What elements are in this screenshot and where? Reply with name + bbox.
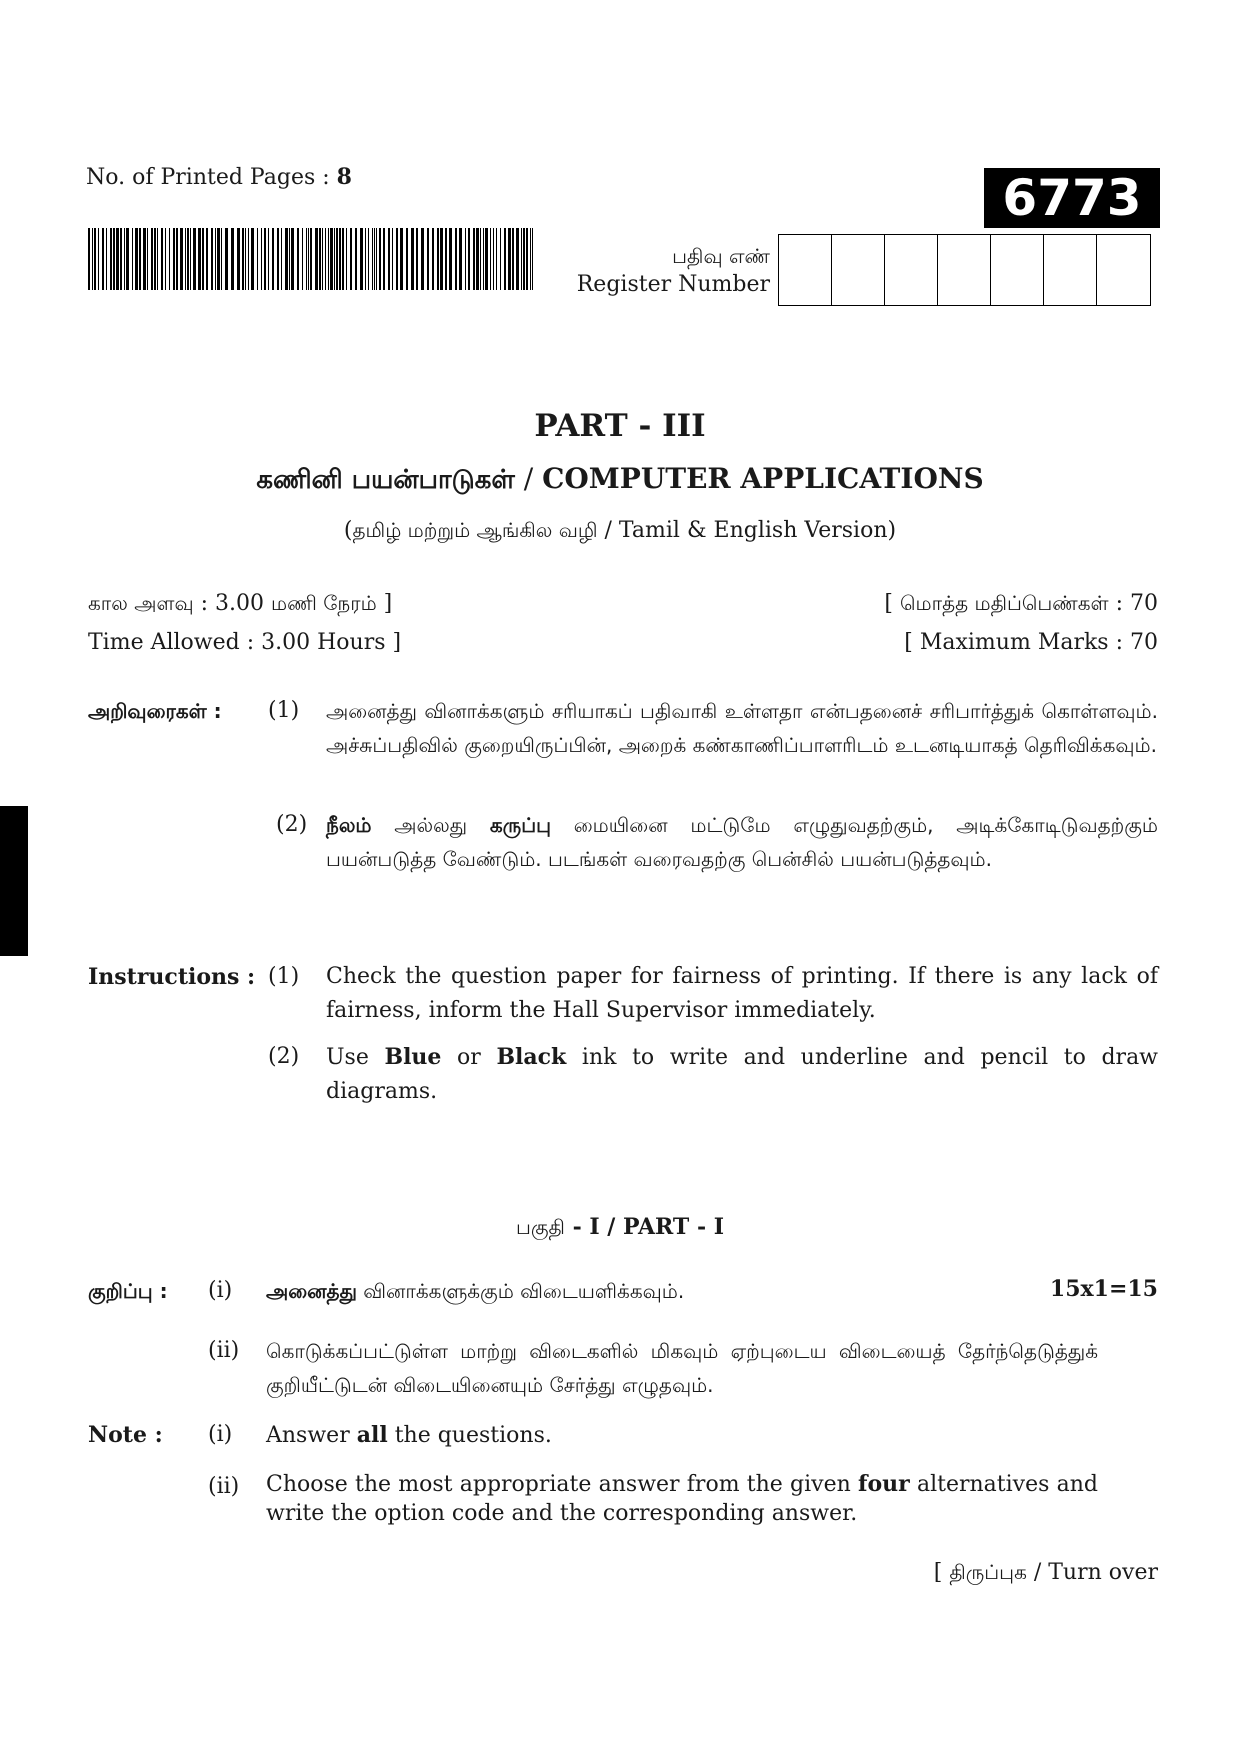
paper-code-badge <box>984 168 1160 228</box>
printed-pages <box>86 164 352 190</box>
marks-open-tamil: [ <box>884 591 900 616</box>
part-one-heading-english: - I / PART - I <box>564 1214 725 1240</box>
ink-or-english: or <box>441 1045 497 1070</box>
register-number-boxes <box>778 234 1151 306</box>
register-label-tamil: பதிவு எண் <box>672 244 770 268</box>
time-allowed-tamil <box>88 591 392 618</box>
printed-pages-value: 8 <box>336 164 352 190</box>
note-english-1-rest: the questions. <box>387 1423 552 1448</box>
subject-title-tamil: கணினி பயன்பாடுகள் <box>256 465 515 495</box>
subject-title <box>0 462 1240 498</box>
register-digit-box <box>938 235 991 305</box>
note-english-2 <box>266 1470 1098 1528</box>
note-tamil-1 <box>266 1274 684 1308</box>
turn-over-open: [ <box>933 1560 950 1585</box>
instruction-tamil-num-2: (2) <box>276 812 308 837</box>
note-english-num-1: (i) <box>208 1422 233 1447</box>
time-unit-tamil: மணி நேரம் <box>271 591 377 615</box>
instruction-english-2-rest: ink to write and underline and pencil to draw diagrams. <box>326 1045 1159 1104</box>
ink-black-english: Black <box>496 1044 567 1070</box>
version-line <box>0 518 1240 545</box>
instructions-tamil-label: அறிவுரைகள் : <box>88 699 222 723</box>
note-english-num-2: (ii) <box>208 1474 240 1499</box>
max-marks-tamil <box>884 591 1158 618</box>
register-digit-box <box>1097 235 1150 305</box>
instruction-tamil-1: அனைத்து வினாக்களும் சரியாகப் பதிவாகி உள்ளதா என்பதனைச் சரிபார்த்துக் கொள்ளவும். அச்சுப்பதிவில் குறையிருப்பின், அறைக் கண்காணிப்பாளரிடம் உடனடியாகத் தெரிவிக்கவும். <box>326 699 1158 757</box>
time-value-tamil: : 3.00 <box>193 591 272 616</box>
time-label-tamil: கால அளவு <box>88 591 194 615</box>
note-english-2-pre: Choose the most appropriate answer from the given <box>266 1472 858 1497</box>
ink-black-tamil: கருப்பு <box>489 813 551 837</box>
version-open: ( <box>343 518 353 543</box>
turn-over-tamil: திருப்புக <box>949 1560 1027 1584</box>
note-english-1 <box>266 1418 552 1453</box>
time-allowed-english: Time Allowed : 3.00 Hours ] <box>88 630 402 655</box>
note-tamil-1-rest: வினாக்களுக்கும் விடையளிக்கவும். <box>356 1279 685 1303</box>
note-english-label: Note : <box>88 1422 163 1448</box>
marks-label-tamil: மொத்த மதிப்பெண்கள் <box>899 591 1109 615</box>
part-title: PART - III <box>534 408 706 444</box>
margin-marker-bar <box>0 806 28 956</box>
subject-title-english: COMPUTER APPLICATIONS <box>542 462 984 495</box>
note-english-1-pre: Answer <box>266 1423 357 1448</box>
part-one-heading-tamil: பகுதி <box>515 1215 565 1239</box>
note-english-2-bold: four <box>858 1471 910 1497</box>
paper-code: 6773 <box>1002 169 1142 227</box>
ink-or-tamil: அல்லது <box>371 813 490 837</box>
ink-blue-tamil: நீலம் <box>326 813 372 837</box>
max-marks-english: [ Maximum Marks : 70 <box>904 630 1158 655</box>
barcode <box>88 228 534 290</box>
instruction-english-1: Check the question paper for fairness of printing. If there is any lack of fairness, inform the Hall Supervisor immediately. <box>326 964 1158 1023</box>
register-label-english: Register Number <box>576 272 770 297</box>
turn-over <box>934 1560 1158 1587</box>
note-tamil-label: குறிப்பு : <box>88 1279 168 1303</box>
register-digit-box <box>1044 235 1097 305</box>
marks-scheme: 15x1=15 <box>1049 1276 1158 1302</box>
note-tamil-num-2: (ii) <box>208 1338 240 1363</box>
register-digit-box <box>885 235 938 305</box>
instruction-tamil-2 <box>326 808 1158 876</box>
note-tamil-2: கொடுக்கப்பட்டுள்ள மாற்று விடைகளில் மிகவும் ஏற்புடைய விடையைத் தேர்ந்தெடுத்துக் குறியீட்டுடன் விடையினையும் சேர்த்து எழுதவும். <box>266 1339 1098 1397</box>
version-tamil: தமிழ் மற்றும் ஆங்கில வழி <box>352 518 598 542</box>
ink-blue-english: Blue <box>384 1044 442 1070</box>
marks-value-tamil: : 70 <box>1108 591 1158 616</box>
time-close-tamil: ] <box>376 591 393 616</box>
register-digit-box <box>779 235 832 305</box>
note-tamil-num-1: (i) <box>208 1278 233 1303</box>
version-english: / Tamil & English Version) <box>597 518 897 543</box>
turn-over-english: / Turn over <box>1026 1560 1158 1585</box>
note-english-1-bold: all <box>356 1422 388 1448</box>
instruction-english-2-pre: Use <box>326 1045 385 1070</box>
register-digit-box <box>991 235 1044 305</box>
part-one-heading <box>0 1214 1240 1242</box>
note-english-2-rest: alternatives and write the option code and the corresponding answer. <box>266 1472 1098 1526</box>
note-tamil-1-bold: அனைத்து <box>266 1279 357 1303</box>
instruction-english-2 <box>326 1040 1158 1109</box>
subject-separator: / <box>514 462 543 495</box>
register-digit-box <box>832 235 885 305</box>
instruction-tamil-num-1: (1) <box>268 698 300 723</box>
printed-pages-label: No. of Printed Pages : <box>86 165 337 190</box>
instruction-english-num-2: (2) <box>268 1044 300 1069</box>
instruction-english-num-1: (1) <box>268 964 300 989</box>
instruction-tamil-2-rest: மையினை மட்டுமே எழுதுவதற்கும், அடிக்கோடிடுவதற்கும் பயன்படுத்த வேண்டும். படங்கள் வரைவதற்கு பென்சில் பயன்படுத்தவும். <box>326 813 1158 871</box>
instructions-english-label: Instructions : <box>88 964 256 990</box>
